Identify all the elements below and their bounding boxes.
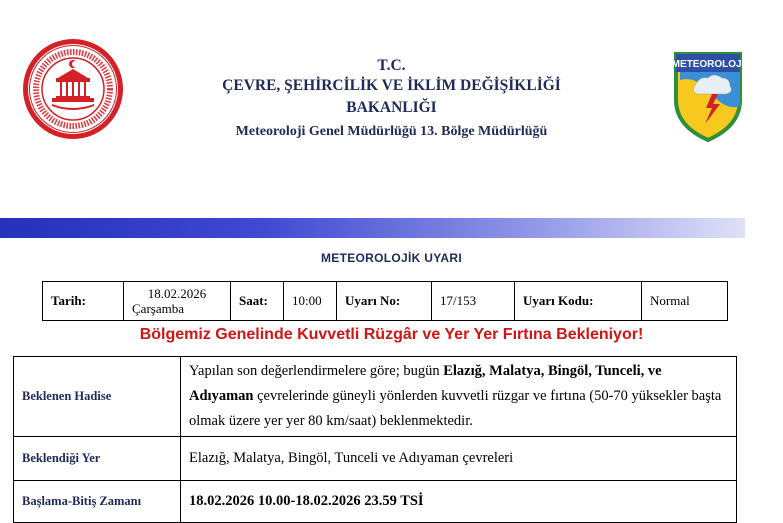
document-title: METEOROLOJİK UYARI <box>321 251 462 265</box>
start-end-time-text: 18.02.2026 10.00-18.02.2026 23.59 TSİ <box>181 481 737 523</box>
expected-event-text <box>181 357 737 437</box>
event-text-start: Yapılan son değerlendirmelere göre; bugün <box>189 363 444 379</box>
expected-event-label: Beklenen Hadise <box>14 357 181 437</box>
header-directorate: Meteoroloji Genel Müdürlüğü 13. Bölge Müdürlüğü <box>235 124 548 139</box>
warning-code-value: Normal <box>642 282 728 321</box>
warning-no-label: Uyarı No: <box>337 282 432 321</box>
time-value: 10:00 <box>284 282 337 321</box>
date-cell <box>124 282 231 321</box>
header-ministry-suffix: BAKANLIĞI <box>346 99 437 116</box>
warning-headline: Bölgemiz Genelinde Kuvvetli Rüzgâr ve Yer Yer Fırtına Bekleniyor! <box>139 326 644 343</box>
meteoroloji-logo <box>672 50 744 142</box>
warning-info-table <box>42 281 728 321</box>
warning-no-value: 17/153 <box>432 282 515 321</box>
event-cities: Elazığ, Malatya, Bingöl, Tunceli, ve Adıyaman <box>189 363 662 404</box>
meteoroloji-logo-text: METEOROLOJİ <box>672 59 744 70</box>
expected-place-label: Beklendiği Yer <box>14 437 181 481</box>
header-divider-bar <box>0 218 745 238</box>
time-label: Saat: <box>231 282 284 321</box>
day-value: Çarşamba <box>132 301 184 316</box>
warning-code-label: Uyarı Kodu: <box>515 282 642 321</box>
event-text-end: çevrelerinde güneyli yönlerden kuvvetli rüzgar ve fırtına (50-70 yüksekler başta olmak üzere yer yer 80 km/saat) beklenmektedir. <box>189 388 722 429</box>
date-value: 18.02.2026 <box>147 286 207 301</box>
warning-details-table <box>13 356 737 523</box>
date-label: Tarih: <box>43 282 124 321</box>
header-country: T.C. <box>377 57 406 74</box>
expected-place-text: Elazığ, Malatya, Bingöl, Tunceli ve Adıyaman çevreleri <box>181 437 737 481</box>
header-ministry-name: ÇEVRE, ŞEHİRCİLİK VE İKLİM DEĞİŞİKLİĞİ <box>222 77 561 94</box>
start-end-time-label: Başlama-Bitiş Zamanı <box>14 481 181 523</box>
